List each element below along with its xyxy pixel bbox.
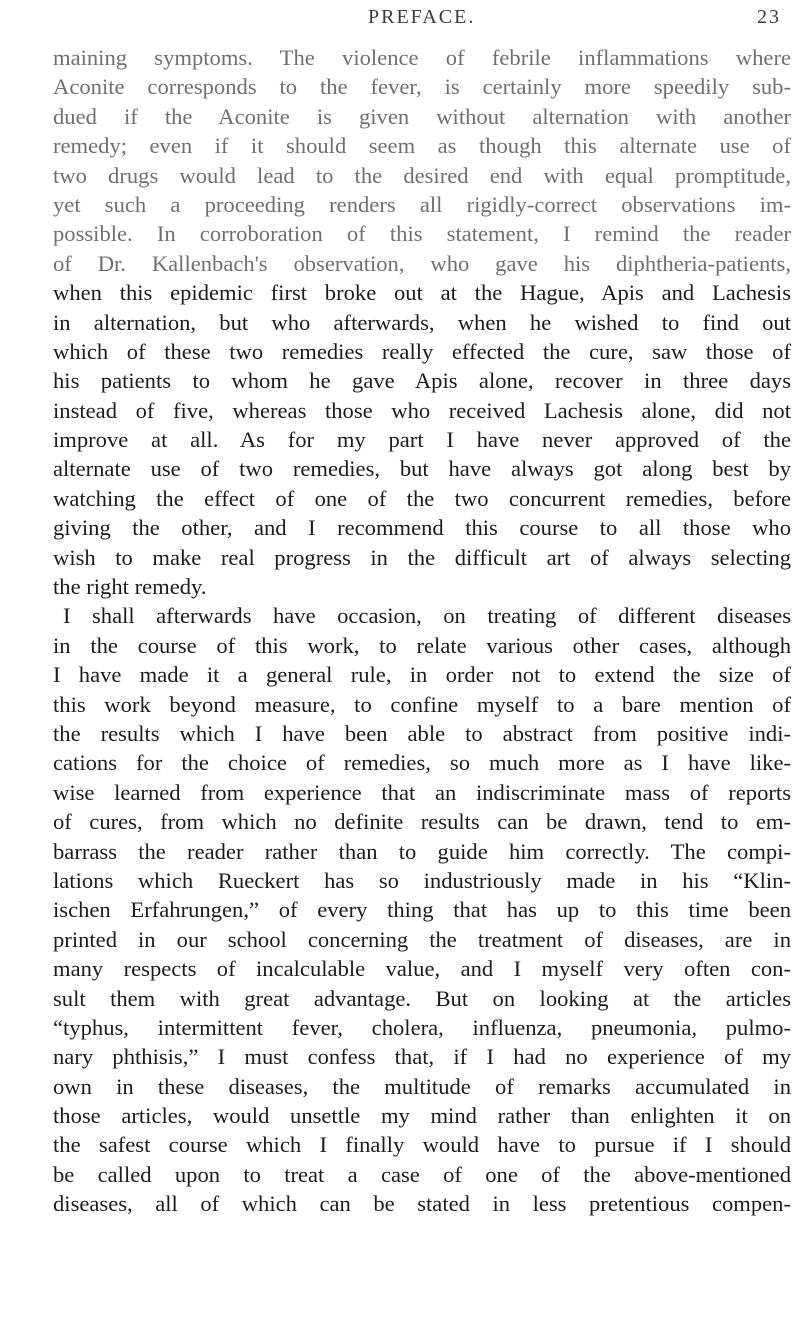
text-line: when this epidemic first broke out at the Hague, Apis and Lachesis bbox=[53, 280, 791, 306]
text-line: many respects of incalculable value, and I myself very often con- bbox=[53, 956, 791, 982]
text-line: printed in our school concerning the treatment of diseases, are in bbox=[53, 926, 791, 952]
text-line: I shall afterwards have occasion, on treating of different diseases bbox=[63, 603, 791, 629]
text-line: instead of five, whereas those who received Lachesis alone, did not bbox=[53, 397, 791, 423]
text-line: two drugs would lead to the desired end with equal promptitude, bbox=[53, 162, 791, 188]
running-head bbox=[0, 6, 801, 36]
text-line: cations for the choice of remedies, so much more as I have like- bbox=[53, 750, 791, 776]
text-line: the results which I have been able to abstract from positive indi- bbox=[53, 720, 791, 746]
text-line: wise learned from experience that an indiscriminate mass of reports bbox=[53, 779, 791, 805]
text-line: maining symptoms. The violence of febrile inflammations where bbox=[53, 45, 791, 70]
text-line: sult them with great advantage. But on looking at the articles bbox=[53, 985, 791, 1011]
text-line: Aconite corresponds to the fever, is certainly more speedily sub- bbox=[53, 74, 791, 100]
text-line: the right remedy. bbox=[53, 574, 207, 600]
body-text bbox=[53, 43, 791, 1219]
text-line: barrass the reader rather than to guide him correctly. The compi- bbox=[53, 838, 791, 864]
text-line: possible. In corroboration of this statement, I remind the reader bbox=[53, 221, 791, 247]
text-line: wish to make real progress in the difficult art of always selecting bbox=[53, 544, 791, 570]
text-line: those articles, would unsettle my mind rather than enlighten it on bbox=[53, 1103, 791, 1129]
text-line: watching the effect of one of the two concurrent remedies, before bbox=[53, 485, 791, 511]
text-line: which of these two remedies really effected the cure, saw those of bbox=[53, 338, 791, 364]
text-line: I have made it a general rule, in order not to extend the size of bbox=[53, 662, 791, 688]
text-line: lations which Rueckert has so industriously made in his “Klin- bbox=[53, 867, 791, 893]
page-number: 23 bbox=[757, 6, 781, 28]
text-line: improve at all. As for my part I have never approved of the bbox=[53, 427, 791, 453]
text-line: ischen Erfahrungen,” of every thing that has up to this time been bbox=[53, 897, 791, 923]
text-line: his patients to whom he gave Apis alone, recover in three days bbox=[53, 368, 791, 394]
text-line: nary phthisis,” I must confess that, if I had no experience of my bbox=[53, 1044, 791, 1070]
text-line: the safest course which I finally would have to pursue if I should bbox=[53, 1132, 791, 1158]
text-line: in the course of this work, to relate various other cases, although bbox=[53, 632, 791, 658]
text-line: “typhus, intermittent fever, cholera, influenza, pneumonia, pulmo- bbox=[53, 1014, 791, 1040]
text-line: giving the other, and I recommend this course to all those who bbox=[53, 515, 791, 541]
text-line: of cures, from which no definite results can be drawn, tend to em- bbox=[53, 809, 791, 835]
text-line: be called upon to treat a case of one of the above-mentioned bbox=[53, 1161, 791, 1187]
text-line: remedy; even if it should seem as though this alternate use of bbox=[53, 133, 791, 159]
text-line: alternate use of two remedies, but have always got along best by bbox=[53, 456, 791, 482]
text-line: in alternation, but who afterwards, when he wished to find out bbox=[53, 309, 791, 335]
text-line: this work beyond measure, to confine myself to a bare mention of bbox=[53, 691, 791, 717]
text-line: diseases, all of which can be stated in less pretentious compen- bbox=[53, 1191, 791, 1217]
text-line: yet such a proceeding renders all rigidly-correct observations im- bbox=[53, 191, 791, 217]
text-line: of Dr. Kallenbach's observation, who gave his diphtheria-patients, bbox=[53, 250, 791, 276]
text-line: own in these diseases, the multitude of remarks accumulated in bbox=[53, 1073, 791, 1099]
running-head-title: PREFACE. bbox=[368, 6, 476, 28]
text-line: dued if the Aconite is given without alternation with another bbox=[53, 103, 791, 129]
